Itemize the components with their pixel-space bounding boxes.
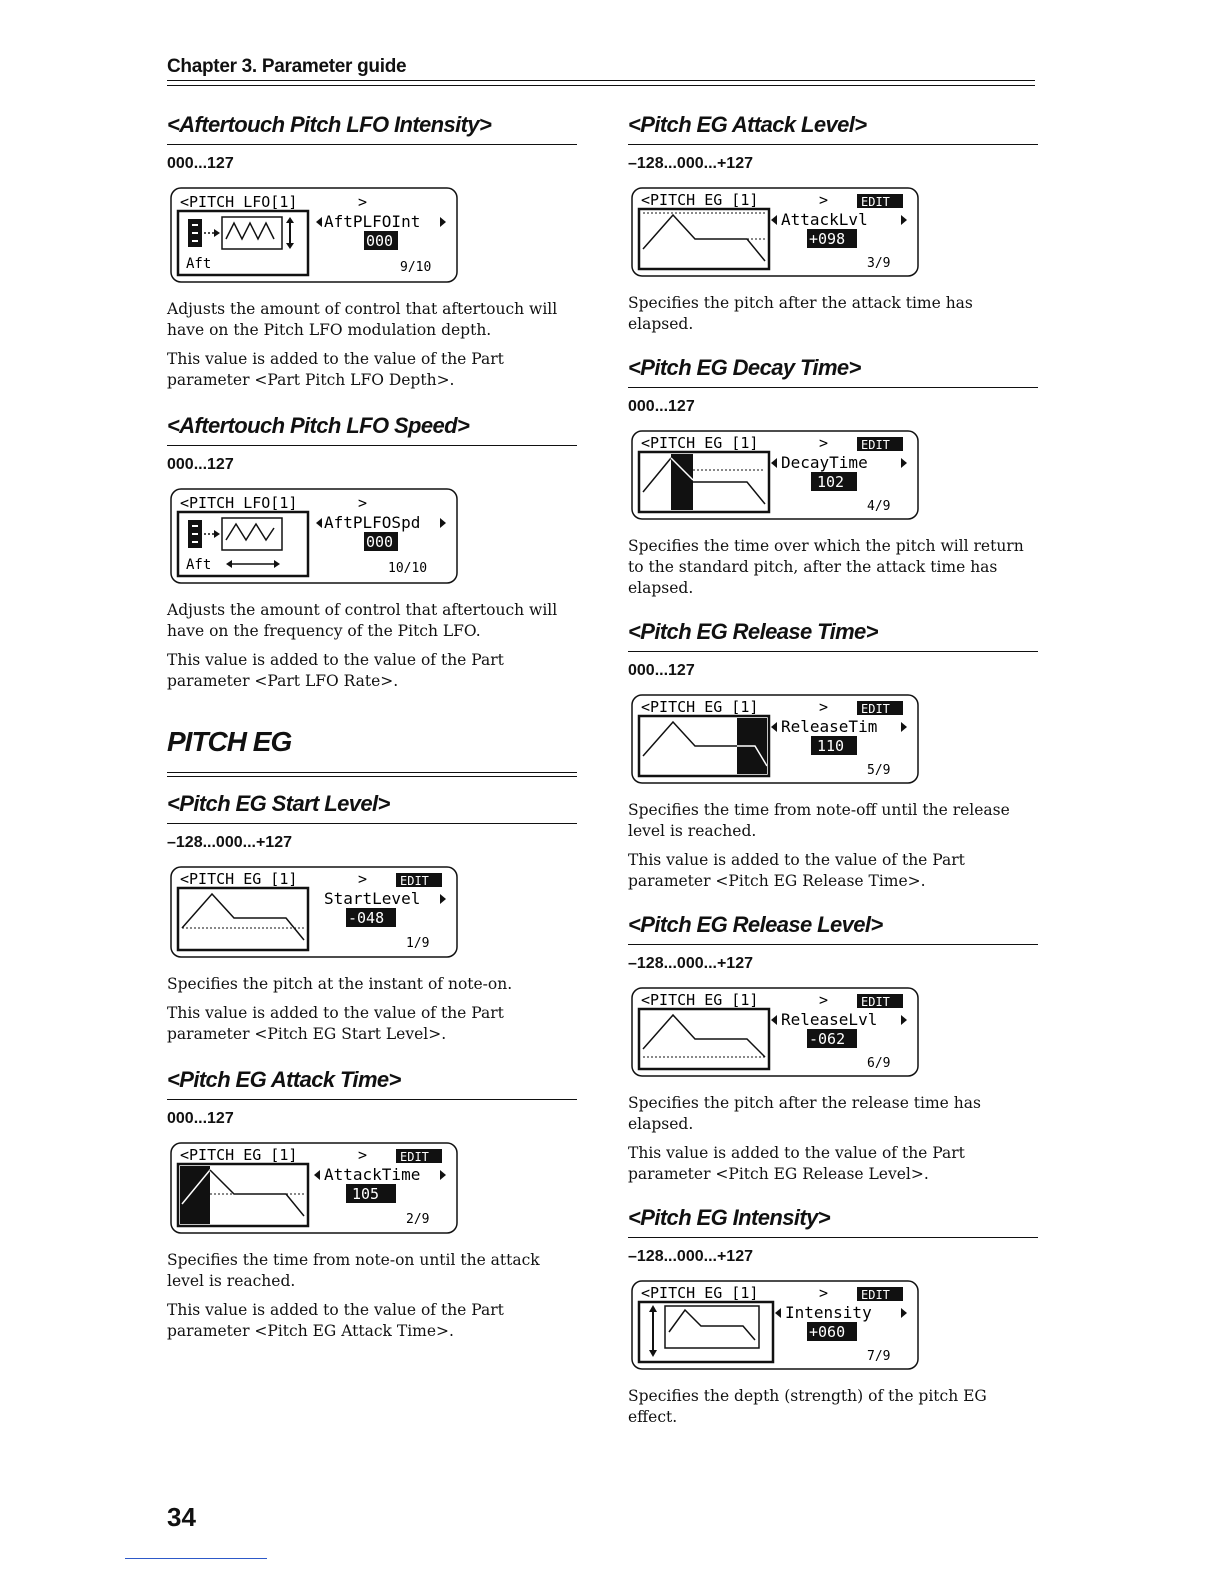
lcd-nav-arrow: > xyxy=(819,434,829,452)
lcd-header: <PITCH EG [1] xyxy=(641,191,759,209)
value-range: 000...127 xyxy=(628,662,695,679)
lcd-value: -048 xyxy=(348,909,385,927)
section-pitch-eg-release-level xyxy=(628,912,1038,1185)
description: Specifies the pitch after the attack time has elapsed. xyxy=(628,294,973,333)
description: Adjusts the amount of control that aftertouch will have on the frequency of the Pitch LFO. xyxy=(167,601,558,640)
lcd-screen xyxy=(631,1280,1038,1370)
major-section xyxy=(167,726,577,777)
lcd-page: 10/10 xyxy=(388,561,428,576)
description: Adjusts the amount of control that aftertouch will have on the Pitch LFO modulation depth. xyxy=(167,300,558,339)
description: This value is added to the value of the Part parameter <Pitch EG Start Level>. xyxy=(167,1004,504,1043)
lcd-header: <PITCH LFO[1] xyxy=(180,494,298,512)
lcd-page: 5/9 xyxy=(867,763,891,778)
section-title: <Pitch EG Release Level> xyxy=(628,912,1038,945)
lcd-param: ReleaseLvl xyxy=(781,1010,878,1029)
section-aftertouch-pitch-lfo-speed xyxy=(167,413,577,692)
right-column xyxy=(628,112,1038,1436)
lcd-param: Intensity xyxy=(785,1303,872,1322)
edit-badge: EDIT xyxy=(861,702,890,716)
lcd-value: 102 xyxy=(817,473,845,491)
lcd-header: <PITCH EG [1] xyxy=(180,1146,298,1164)
value-range: –128...000...+127 xyxy=(628,955,753,972)
lcd-screen xyxy=(170,488,577,584)
edit-badge: EDIT xyxy=(861,195,890,209)
lcd-header: <PITCH EG [1] xyxy=(641,991,759,1009)
section-pitch-eg-start-level xyxy=(167,791,577,1045)
lcd-nav-arrow: > xyxy=(819,698,829,716)
lcd-page: 7/9 xyxy=(867,1349,891,1364)
value-range: 000...127 xyxy=(628,398,695,415)
section-pitch-eg-intensity xyxy=(628,1205,1038,1428)
lcd-nav-arrow: > xyxy=(358,193,368,211)
lcd-screen xyxy=(631,187,1038,277)
description: This value is added to the value of the Part parameter <Pitch EG Attack Time>. xyxy=(167,1301,504,1340)
value-range: 000...127 xyxy=(167,456,234,473)
lcd-header: <PITCH LFO[1] xyxy=(180,193,298,211)
left-column xyxy=(167,112,577,1350)
lcd-screen xyxy=(631,694,1038,784)
lcd-param: AftPLFOSpd xyxy=(324,513,421,532)
description: This value is added to the value of the Part parameter <Part Pitch LFO Depth>. xyxy=(167,350,504,389)
lcd-screen xyxy=(631,987,1038,1077)
section-aftertouch-pitch-lfo-intensity xyxy=(167,112,577,391)
lcd-page: 1/9 xyxy=(406,936,430,951)
value-range: 000...127 xyxy=(167,155,234,172)
lcd-screen xyxy=(170,187,577,283)
value-range: –128...000...+127 xyxy=(628,1248,753,1265)
lcd-screen xyxy=(170,1142,577,1234)
highlight-segment xyxy=(671,454,693,510)
description: Specifies the pitch after the release time has elapsed. xyxy=(628,1094,981,1133)
lcd-nav-arrow: > xyxy=(819,191,829,209)
edit-badge: EDIT xyxy=(400,1150,429,1164)
lcd-param: ReleaseTim xyxy=(781,717,878,736)
lcd-screen xyxy=(170,866,577,958)
section-title: <Pitch EG Decay Time> xyxy=(628,355,1038,388)
lcd-nav-arrow: > xyxy=(819,1284,829,1302)
lcd-param: AttackLvl xyxy=(781,210,868,229)
section-pitch-eg-attack-time xyxy=(167,1067,577,1342)
edit-badge: EDIT xyxy=(400,874,429,888)
section-pitch-eg-attack-level xyxy=(628,112,1038,335)
edit-badge: EDIT xyxy=(861,1288,890,1302)
lcd-value: 105 xyxy=(352,1185,380,1203)
header-rule xyxy=(167,80,1035,81)
section-title: <Aftertouch Pitch LFO Intensity> xyxy=(167,112,577,145)
lcd-page: 3/9 xyxy=(867,256,891,271)
lcd-value: 110 xyxy=(817,737,845,755)
description: This value is added to the value of the Part parameter <Pitch EG Release Time>. xyxy=(628,851,965,890)
header-rule-2 xyxy=(167,85,1035,86)
footer-link-line xyxy=(125,1558,267,1559)
description: Specifies the time from note-on until the attack level is reached. xyxy=(167,1251,540,1290)
lcd-nav-arrow: > xyxy=(358,494,368,512)
lcd-param: StartLevel xyxy=(324,889,421,908)
section-title: <Aftertouch Pitch LFO Speed> xyxy=(167,413,577,446)
lcd-value: +060 xyxy=(809,1323,846,1341)
section-title: <Pitch EG Attack Level> xyxy=(628,112,1038,145)
page-number: 34 xyxy=(167,1502,196,1532)
lcd-page: 6/9 xyxy=(867,1056,891,1071)
lcd-nav-arrow: > xyxy=(358,1146,368,1164)
description: This value is added to the value of the Part parameter <Part LFO Rate>. xyxy=(167,651,504,690)
lcd-page: 4/9 xyxy=(867,499,891,514)
lcd-page: 9/10 xyxy=(400,260,432,275)
description: This value is added to the value of the Part parameter <Pitch EG Release Level>. xyxy=(628,1144,965,1183)
lcd-header: <PITCH EG [1] xyxy=(641,698,759,716)
description: Specifies the time from note-off until the release level is reached. xyxy=(628,801,1010,840)
lcd-nav-arrow: > xyxy=(819,991,829,1009)
lcd-value: 000 xyxy=(366,533,394,551)
section-title: <Pitch EG Intensity> xyxy=(628,1205,1038,1238)
lcd-screen xyxy=(631,430,1038,520)
lcd-value: +098 xyxy=(809,230,846,248)
lcd-page: 2/9 xyxy=(406,1212,430,1227)
lcd-param: AftPLFOInt xyxy=(324,212,421,231)
section-pitch-eg-release-time xyxy=(628,619,1038,892)
value-range: 000...127 xyxy=(167,1110,234,1127)
lcd-param: DecayTime xyxy=(781,453,868,472)
description: Specifies the depth (strength) of the pitch EG effect. xyxy=(628,1387,987,1426)
lcd-value: -062 xyxy=(809,1030,846,1048)
lcd-param: AttackTime xyxy=(324,1165,421,1184)
section-pitch-eg-decay-time xyxy=(628,355,1038,599)
lcd-nav-arrow: > xyxy=(358,870,368,888)
section-title: <Pitch EG Release Time> xyxy=(628,619,1038,652)
lcd-header: <PITCH EG [1] xyxy=(180,870,298,888)
edit-badge: EDIT xyxy=(861,995,890,1009)
section-title: <Pitch EG Start Level> xyxy=(167,791,577,824)
section-title: <Pitch EG Attack Time> xyxy=(167,1067,577,1100)
lcd-value: 000 xyxy=(366,232,394,250)
lcd-header: <PITCH EG [1] xyxy=(641,434,759,452)
aft-label: Aft xyxy=(186,256,212,272)
edit-badge: EDIT xyxy=(861,438,890,452)
value-range: –128...000...+127 xyxy=(628,155,753,172)
description: Specifies the time over which the pitch will return to the standard pitch, after the attack time has elapsed. xyxy=(628,537,1024,597)
chapter-header: Chapter 3. Parameter guide xyxy=(167,56,407,77)
lcd-header: <PITCH EG [1] xyxy=(641,1284,759,1302)
description: Specifies the pitch at the instant of note-on. xyxy=(167,975,513,993)
major-section-title: PITCH EG xyxy=(167,726,577,773)
aft-label: Aft xyxy=(186,557,212,573)
value-range: –128...000...+127 xyxy=(167,834,292,851)
